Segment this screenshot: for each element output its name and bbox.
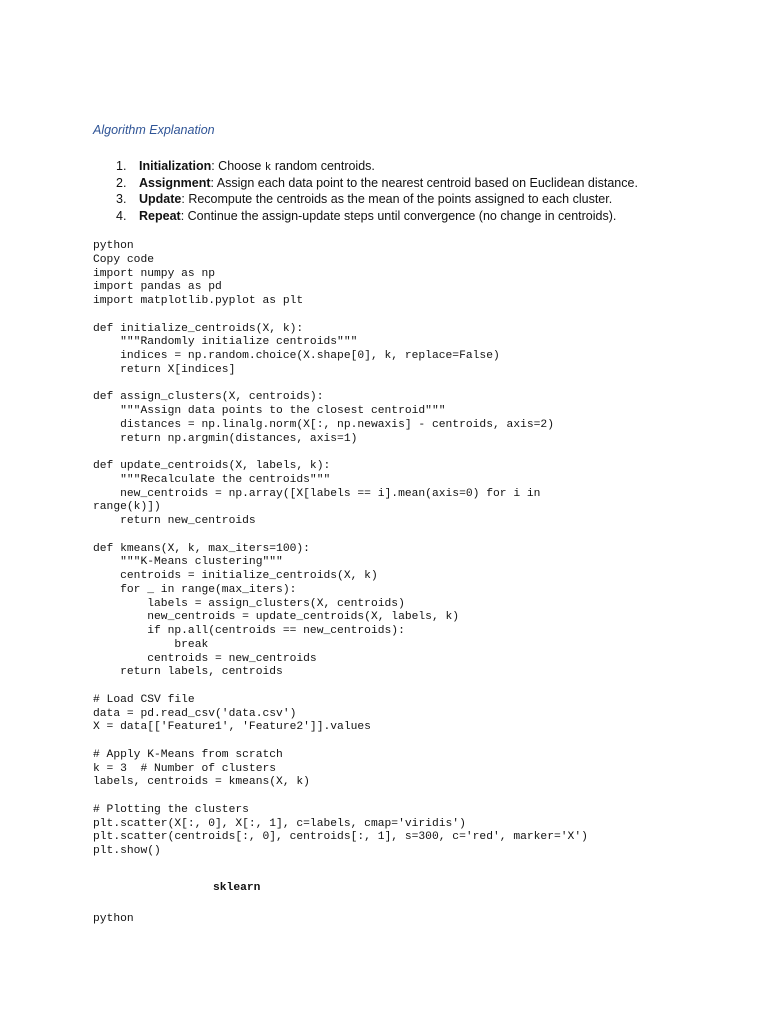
step-number: 3. <box>116 192 127 206</box>
section-heading: Algorithm Explanation <box>93 123 215 137</box>
code-line: return new_centroids <box>93 515 256 527</box>
code-line: labels = assign_clusters(X, centroids) <box>93 597 405 610</box>
code-line: data = pd.read_csv('data.csv') <box>93 707 297 720</box>
step-title: Initialization <box>139 159 212 173</box>
list-item <box>116 175 638 192</box>
code-line: break <box>93 638 209 651</box>
code-line: centroids = new_centroids <box>93 652 317 665</box>
code-line: new_centroids = np.array([X[labels == i].mean(axis=0) for i in <box>93 487 541 500</box>
code-line: import pandas as pd <box>93 281 222 294</box>
code-line: Copy code <box>93 253 155 266</box>
inline-code: k <box>264 162 272 174</box>
subheading-code: sklearn <box>213 882 261 894</box>
code-line <box>93 735 588 749</box>
code-line: indices = np.random.choice(X.shape[0], k, replace=False) <box>93 350 500 362</box>
code-line: """Randomly initialize centroids""" <box>93 336 358 349</box>
code-line: range(k)]) <box>93 501 161 514</box>
code-line: centroids = initialize_centroids(X, k) <box>93 570 378 582</box>
list-item <box>116 158 638 175</box>
code-line: plt.show() <box>93 845 161 857</box>
step-text: : Choose <box>211 159 265 173</box>
code-line: return np.argmin(distances, axis=1) <box>93 432 358 445</box>
code-language-label: python <box>93 913 134 925</box>
code-line <box>93 680 588 694</box>
code-line: import numpy as np <box>93 267 216 280</box>
code-line: return labels, centroids <box>93 666 283 679</box>
code-line: import matplotlib.pyplot as plt <box>93 295 304 307</box>
code-line: # Apply K-Means from scratch <box>93 748 283 761</box>
step-title: Repeat <box>139 208 181 223</box>
code-line: """Assign data points to the closest centroid""" <box>93 405 446 417</box>
code-line: labels, centroids = kmeans(X, k) <box>93 776 310 789</box>
list-item <box>116 208 638 225</box>
code-line: new_centroids = update_centroids(X, labels, k) <box>93 611 460 624</box>
code-line: python <box>93 240 134 252</box>
code-block <box>93 240 588 859</box>
code-line <box>93 529 588 543</box>
step-number: 1. <box>116 159 127 173</box>
code-line: plt.scatter(centroids[:, 0], centroids[:, 1], s=300, c='red', marker='X') <box>93 831 588 844</box>
step-title: Assignment <box>139 175 211 190</box>
code-line: X = data[['Feature1', 'Feature2']].values <box>93 721 371 734</box>
step-number: 2. <box>116 175 127 190</box>
code-line: return X[indices] <box>93 363 236 376</box>
code-line: plt.scatter(X[:, 0], X[:, 1], c=labels, cmap='viridis') <box>93 817 466 830</box>
code-line: """Recalculate the centroids""" <box>93 473 331 486</box>
code-line: for _ in range(max_iters): <box>93 583 297 596</box>
code-line <box>93 790 588 804</box>
code-line: def assign_clusters(X, centroids): <box>93 391 324 404</box>
code-line <box>93 378 588 392</box>
code-line <box>93 309 588 323</box>
code-line: """K-Means clustering""" <box>93 556 283 569</box>
step-text: : Recompute the centroids as the mean of the points assigned to each cluster. <box>181 192 613 206</box>
code-line: if np.all(centroids == new_centroids): <box>93 625 405 637</box>
code-line: def kmeans(X, k, max_iters=100): <box>93 542 310 555</box>
step-text-end: random centroids. <box>271 159 375 173</box>
code-line: k = 3 # Number of clusters <box>93 762 277 775</box>
code-line: def update_centroids(X, labels, k): <box>93 460 331 472</box>
list-item <box>116 191 638 208</box>
algorithm-steps-list <box>116 158 638 224</box>
code-line <box>93 446 588 460</box>
step-number: 4. <box>116 208 127 223</box>
step-text: : Continue the assign-update steps until convergence (no change in centroids). <box>180 208 617 223</box>
code-line: # Load CSV file <box>93 693 195 706</box>
code-line: # Plotting the clusters <box>93 803 249 816</box>
step-text: : Assign each data point to the nearest centroid based on Euclidean distance. <box>210 175 638 190</box>
code-line: def initialize_centroids(X, k): <box>93 322 304 335</box>
code-line: distances = np.linalg.norm(X[:, np.newaxis] - centroids, axis=2) <box>93 418 554 431</box>
step-title: Update <box>139 192 182 206</box>
